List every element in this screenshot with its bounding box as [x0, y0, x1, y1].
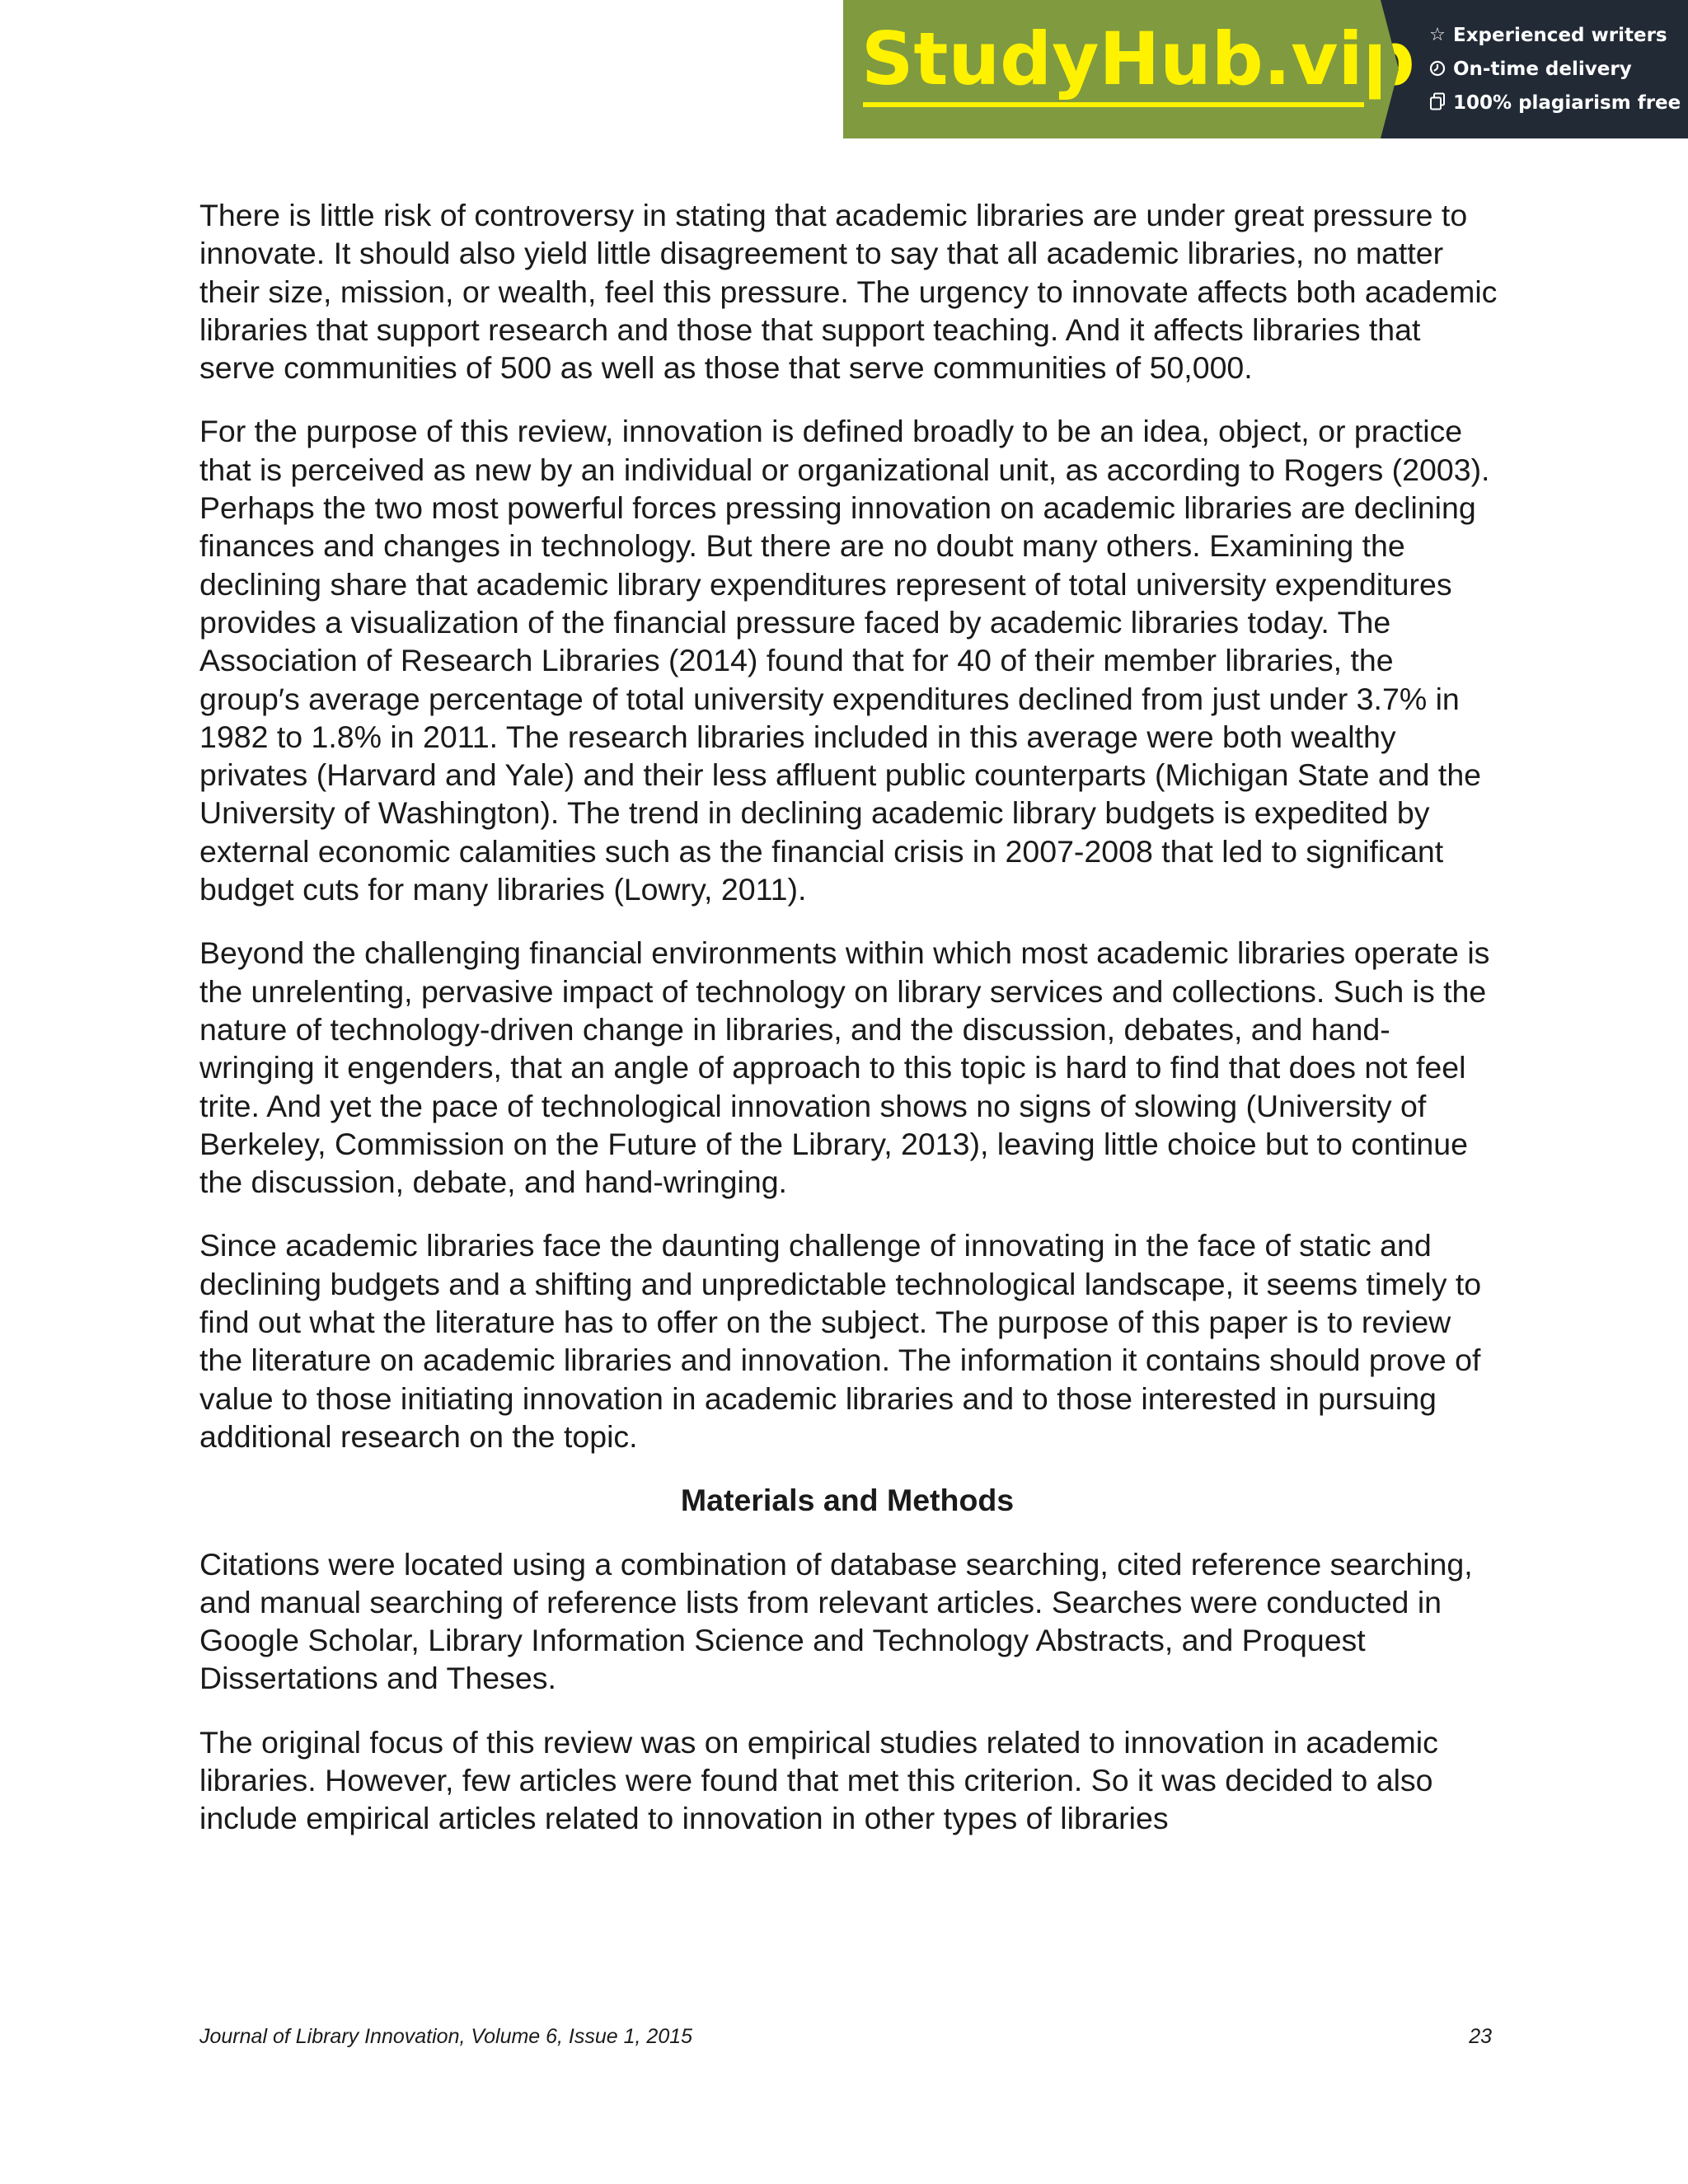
feature-plagiarism-free: [1427, 86, 1688, 120]
section-heading: Materials and Methods: [680, 1483, 1015, 1518]
banner-arrow-divider: [1381, 0, 1399, 138]
feature-label: On-time delivery: [1453, 58, 1632, 80]
paragraph: Citations were located using a combination of database searching, cited reference searching, and manual searching of reference lists from relevant articles. Searches were conducted in Google Scholar, Library Information Science and Technology Abstracts, and Proquest Dissertations and Theses.: [199, 1546, 1473, 1696]
clock-icon: [1427, 59, 1448, 79]
page-number: 23: [1469, 2025, 1492, 2048]
paragraph: For the purpose of this review, innovation is defined broadly to be an idea, object, or practice that is perceived as new by an individual or organizational unit, as according to Rogers (2003). Perhaps the two most powerful forces pressing innovation on academic libraries are declining finances and changes in technology. But there are no doubt many others. Examining the declining share that academic library expenditures represent of total university expenditures provides a visualization of the financial pressure faced by academic libraries today. The Association of Research Libraries (2014) found that for 40 of their member libraries, the group′s average percentage of total university expenditures declined from just under 3.7% in 1982 to 1.8% in 2011. The research libraries included in this average were both wealthy privates (Harvard and Yale) and their less affluent public counterparts (Michigan State and the University of Washington). The trend in declining academic library budgets is expedited by external economic calamities such as the financial crisis in 2007-2008 that led to significant budget cuts for many libraries (Lowry, 2011).: [199, 414, 1490, 907]
article-body: [199, 196, 1502, 1863]
logo-underline: [863, 102, 1364, 107]
feature-experienced-writers: [1427, 18, 1688, 52]
page-footer: [199, 2024, 1492, 2049]
star-icon: ☆: [1429, 25, 1446, 45]
feature-label: Experienced writers: [1453, 24, 1667, 46]
paragraph: There is little risk of controversy in stating that academic libraries are under great pressure to innovate. It should also yield little disagreement to say that all academic libraries, no matter their size, mission, or wealth, feel this pressure. The urgency to innovate affects both academic libraries that support research and those that support teaching. And it affects libraries that serve communities of 500 as well as those that serve communities of 50,000.: [199, 198, 1498, 386]
studyhub-banner[interactable]: [843, 0, 1688, 138]
paragraph: The original focus of this review was on empirical studies related to innovation in academic libraries. However, few articles were found that met this criterion. So it was decided to also include empirical articles related to innovation in other types of libraries: [199, 1724, 1438, 1836]
paragraph: Since academic libraries face the daunting challenge of innovating in the face of static and declining budgets and a shifting and unpredictable technological landscape, it seems timely to find out what the literature has to offer on the subject. The purpose of this paper is to review the literature on academic libraries and innovation. The information it contains should prove of value to those initiating innovation in academic libraries and to those interested in pursuing additional research on the topic.: [199, 1228, 1482, 1454]
logo-text: StudyHub.vip: [861, 16, 1415, 101]
banner-logo[interactable]: [843, 0, 1415, 138]
feature-label: 100% plagiarism free: [1453, 91, 1681, 114]
paragraph: Beyond the challenging financial environments within which most academic libraries operate is the unrelenting, pervasive impact of technology on library services and collections. Such is the nature of technology-driven change in libraries, and the discussion, debates, and hand-wringing it engenders, that an angle of approach to this topic is hard to find that does not feel trite. And yet the pace of technological innovation shows no signs of slowing (University of Berkeley, Commission on the Future of the Library, 2013), leaving little choice but to continue the discussion, debate, and hand-wringing.: [199, 935, 1490, 1200]
journal-citation: Journal of Library Innovation, Volume 6, Issue 1, 2015: [199, 2025, 693, 2048]
copy-icon: [1427, 92, 1448, 113]
feature-on-time-delivery: [1427, 52, 1688, 86]
banner-features: [1381, 0, 1688, 138]
